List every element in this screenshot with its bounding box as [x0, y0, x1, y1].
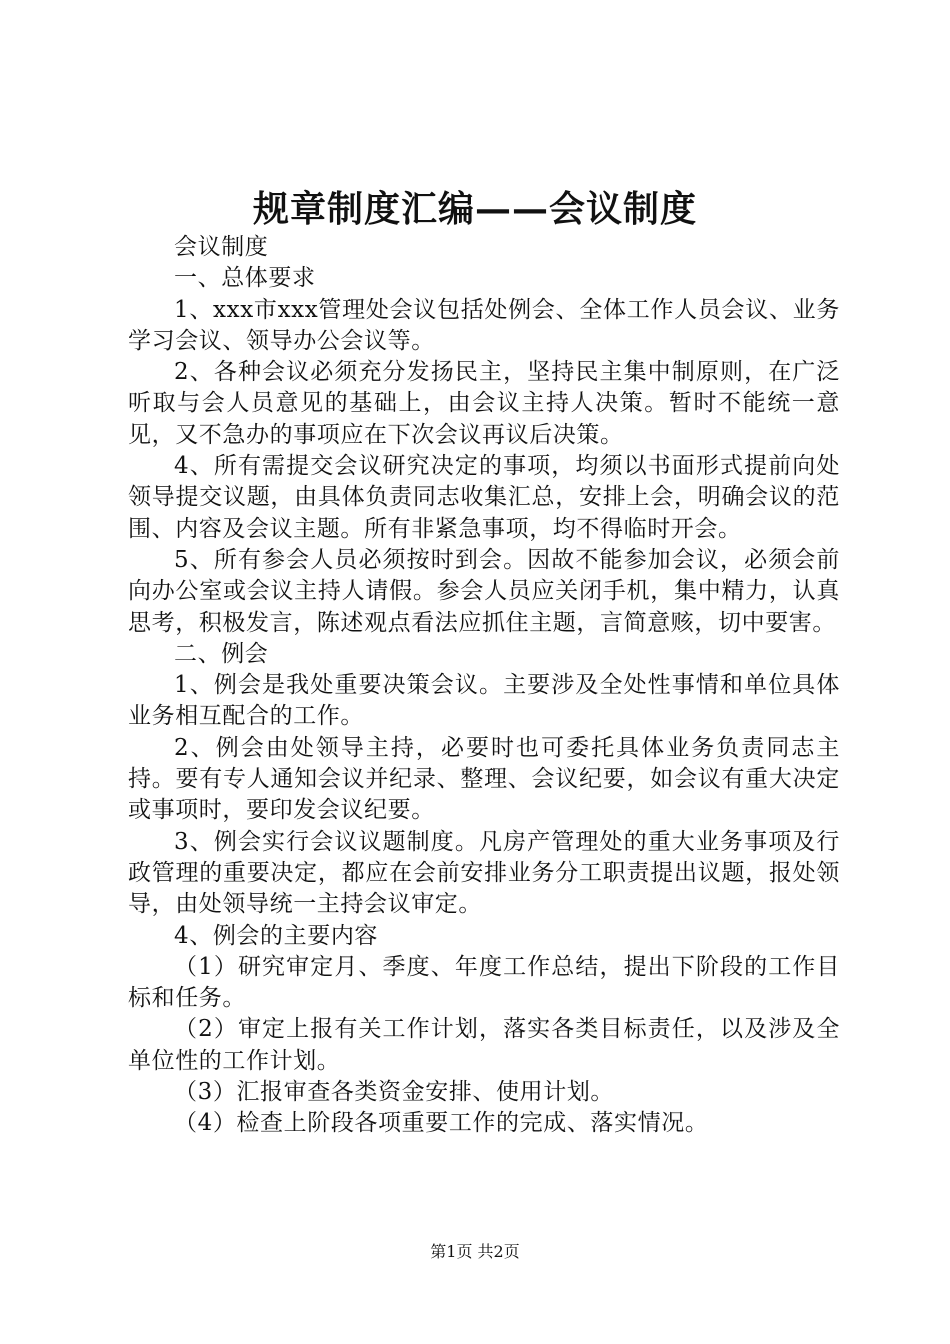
- section-label: 会议制度: [174, 234, 269, 260]
- paragraph: 1、例会是我处重要决策会议。主要涉及全处性事情和单位具体业务相互配合的工作。: [128, 672, 840, 730]
- page-footer: 第1页 共2页: [430, 1242, 520, 1261]
- section-heading: 一、总体要求: [174, 265, 316, 292]
- paragraph: 1、xxx市xxx管理处会议包括处例会、全体工作人员会议、业务学习会议、领导办公会议等。: [128, 296, 840, 354]
- document-title: 规章制度汇编——会议制度: [252, 188, 697, 230]
- paragraph: 4、例会的主要内容: [174, 922, 379, 949]
- list-item: （4）检查上阶段各项重要工作的完成、落实情况。: [174, 1110, 709, 1137]
- paragraph: 2、各种会议必须充分发扬民主，坚持民主集中制原则，在广泛听取与会人员意见的基础上，由会议主持人决策。暂时不能统一意见，又不急办的事项应在下次会议再议后决策。: [128, 359, 840, 448]
- paragraph: 4、所有需提交会议研究决定的事项，均须以书面形式提前向处领导提交议题，由具体负责同志收集汇总，安排上会，明确会议的范围、内容及会议主题。所有非紧急事项，均不得临时开会。: [128, 453, 840, 542]
- paragraph: 3、例会实行会议议题制度。凡房产管理处的重大业务事项及行政管理的重要决定，都应在会前安排业务分工职责提出议题，报处领导，由处领导统一主持会议审定。: [128, 828, 840, 918]
- list-item: （1）研究审定月、季度、年度工作总结，提出下阶段的工作目标和任务。: [128, 953, 840, 1012]
- list-item: （2）审定上报有关工作计划，落实各类目标责任，以及涉及全单位性的工作计划。: [128, 1016, 840, 1074]
- document-body: [128, 232, 840, 1140]
- section-heading: 二、例会: [174, 640, 269, 667]
- paragraph: 2、例会由处领导主持，必要时也可委托具体业务负责同志主持。要有专人通知会议并纪录、整理、会议纪要，如会议有重大决定或事项时，要印发会议纪要。: [128, 734, 840, 824]
- paragraph: 5、所有参会人员必须按时到会。因故不能参加会议，必须会前向办公室或会议主持人请假。参会人员应关闭手机，集中精力，认真思考，积极发言，陈述观点看法应抓住主题，言简意赅，切中要害。: [128, 546, 840, 636]
- list-item: （3）汇报审查各类资金安排、使用计划。: [174, 1079, 615, 1106]
